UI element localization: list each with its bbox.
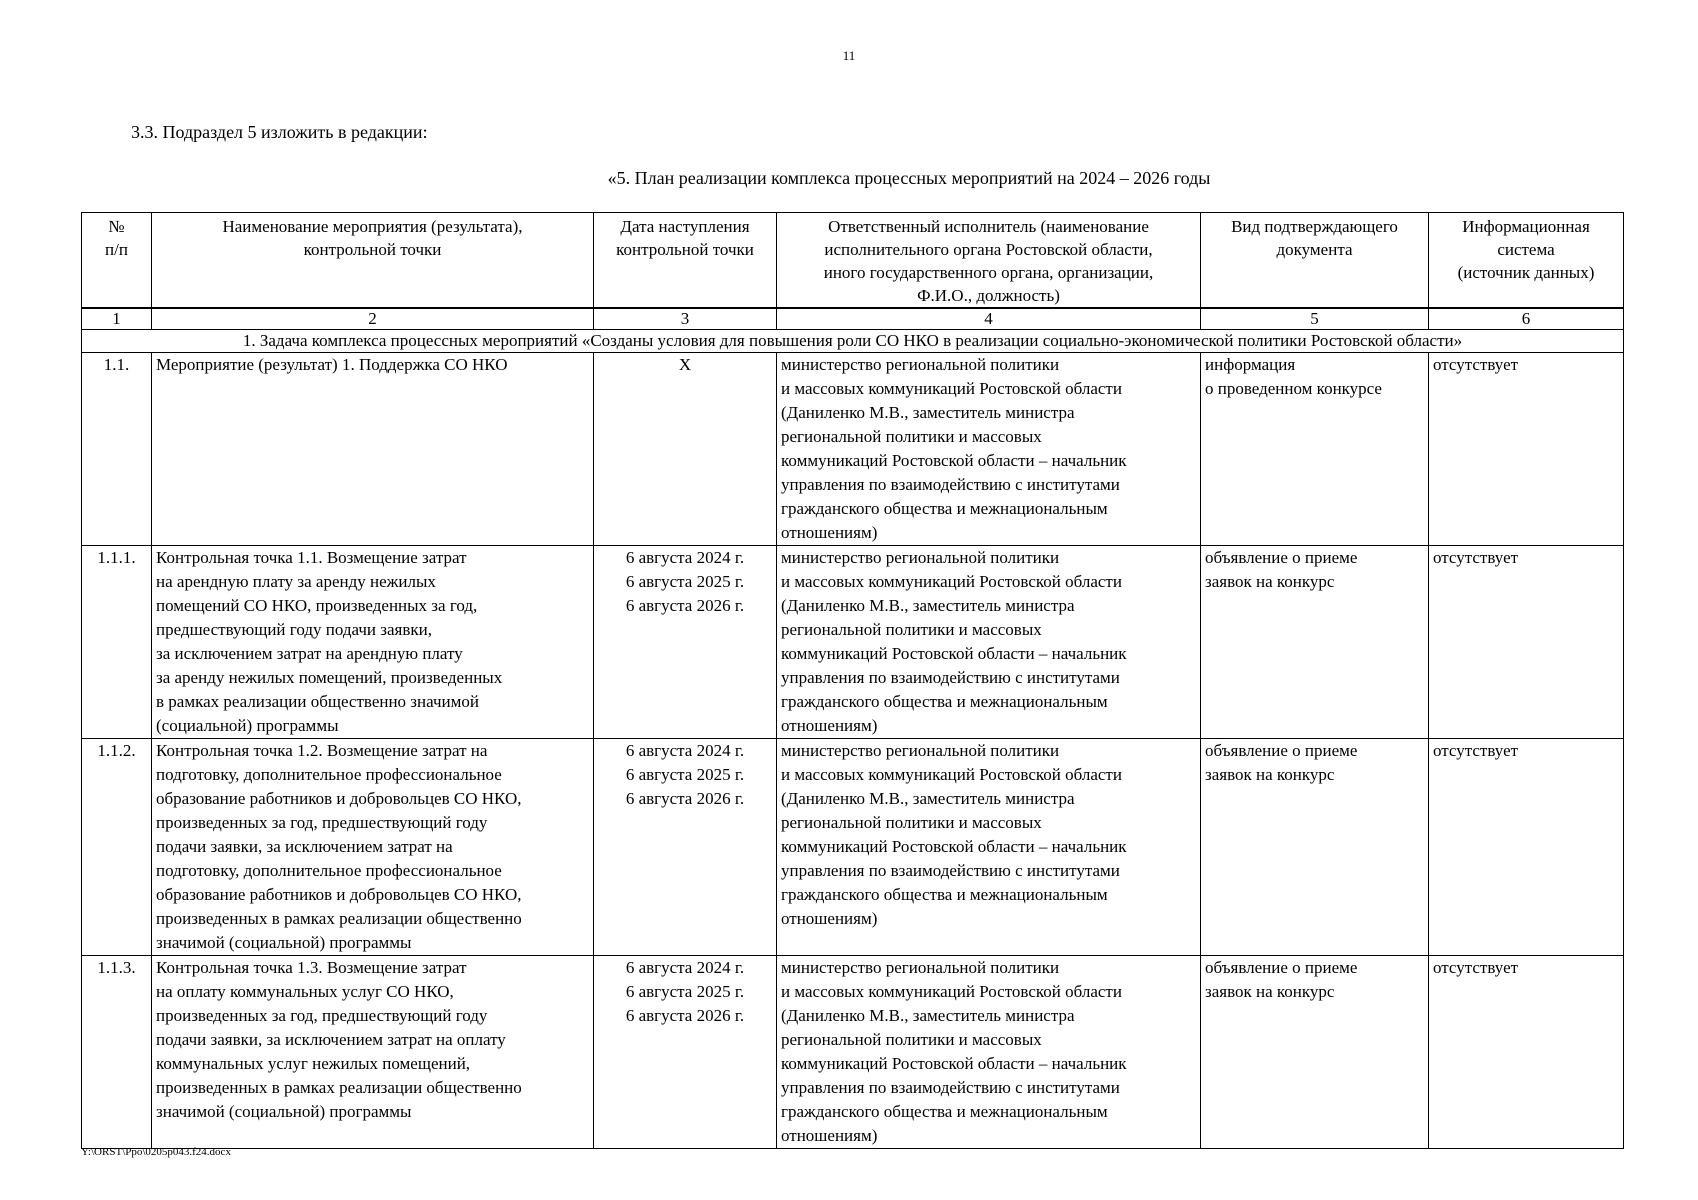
header-line: (источник данных) — [1457, 263, 1595, 282]
cell-line: информация — [1205, 355, 1296, 374]
table-row — [82, 739, 1624, 956]
cell-line: произведенных в рамках реализации общественно — [156, 1078, 522, 1097]
header-cell-system — [1429, 213, 1624, 309]
cell-line: в рамках реализации общественно значимой — [156, 692, 479, 711]
cell-line: (Даниленко М.В., заместитель министра — [781, 403, 1075, 422]
document-cell — [1201, 739, 1429, 956]
column-number: 2 — [152, 308, 594, 330]
header-line: Ф.И.О., должность) — [917, 286, 1060, 305]
activity-name-cell — [152, 353, 594, 546]
cell-line: 6 августа 2024 г. — [625, 548, 745, 567]
cell-line: 6 августа 2025 г. — [625, 765, 745, 784]
document-cell — [1201, 353, 1429, 546]
cell-line: объявление о приеме — [1205, 548, 1358, 567]
cell-line: коммуникаций Ростовской области – начальник — [781, 1054, 1127, 1073]
cell-line: за аренду нежилых помещений, произведенных — [156, 668, 503, 687]
cell-line: региональной политики и массовых — [781, 427, 1042, 446]
column-number-row — [82, 308, 1624, 330]
cell-line: управления по взаимодействию с институтами — [781, 861, 1120, 880]
header-line: Ответственный исполнитель (наименование — [828, 217, 1149, 236]
cell-line: произведенных за год, предшествующий году — [156, 1006, 488, 1025]
cell-line: региональной политики и массовых — [781, 1030, 1042, 1049]
row-number-cell: 1.1.2. — [82, 739, 152, 956]
header-line: Вид подтверждающего — [1231, 217, 1398, 236]
header-line: иного государственного органа, организации, — [823, 263, 1154, 282]
header-line: исполнительного органа Ростовской области, — [824, 240, 1153, 259]
cell-line: 6 августа 2025 г. — [625, 572, 745, 591]
cell-line: управления по взаимодействию с институтами — [781, 1078, 1120, 1097]
cell-line: 6 августа 2024 г. — [625, 958, 745, 977]
cell-line: министерство региональной политики — [781, 958, 1060, 977]
cell-line: и массовых коммуникаций Ростовской области — [781, 572, 1122, 591]
cell-line: отношениям) — [781, 1126, 878, 1145]
column-number: 6 — [1429, 308, 1624, 330]
cell-line: региональной политики и массовых — [781, 620, 1042, 639]
cell-line: 6 августа 2024 г. — [625, 741, 745, 760]
cell-line: 6 августа 2026 г. — [625, 789, 745, 808]
cell-line: Контрольная точка 1.2. Возмещение затрат на — [156, 741, 488, 760]
cell-line: заявок на конкурс — [1205, 765, 1335, 784]
cell-line: (Даниленко М.В., заместитель министра — [781, 596, 1075, 615]
header-cell-executor — [777, 213, 1201, 309]
task-row — [82, 330, 1624, 353]
cell-line: подготовку, дополнительное профессиональное — [156, 861, 502, 880]
cell-line: (социальной) программы — [156, 716, 339, 735]
executor-cell — [777, 546, 1201, 739]
cell-line: коммуникаций Ростовской области – начальник — [781, 451, 1127, 470]
cell-line: образование работников и добровольцев СО НКО, — [156, 885, 522, 904]
system-cell: отсутствует — [1429, 353, 1624, 546]
cell-line: региональной политики и массовых — [781, 813, 1042, 832]
cell-line: 6 августа 2026 г. — [625, 1006, 745, 1025]
cell-line: коммуникаций Ростовской области – начальник — [781, 644, 1127, 663]
cell-line: подачи заявки, за исключением затрат на оплату — [156, 1030, 506, 1049]
document-cell — [1201, 546, 1429, 739]
row-number-cell: 1.1.3. — [82, 956, 152, 1149]
header-cell-date — [594, 213, 777, 309]
column-number: 5 — [1201, 308, 1429, 330]
date-cell — [594, 546, 777, 739]
cell-line: значимой (социальной) программы — [156, 933, 412, 952]
date-cell — [594, 739, 777, 956]
date-cell — [594, 353, 777, 546]
executor-cell — [777, 956, 1201, 1149]
cell-line: объявление о приеме — [1205, 958, 1358, 977]
cell-line: и массовых коммуникаций Ростовской области — [781, 982, 1122, 1001]
cell-line: подачи заявки, за исключением затрат на — [156, 837, 453, 856]
cell-line: Х — [678, 355, 692, 374]
cell-line: гражданского общества и межнациональным — [781, 1102, 1108, 1121]
header-line: система — [1497, 240, 1555, 259]
cell-line: министерство региональной политики — [781, 741, 1060, 760]
header-line: документа — [1276, 240, 1353, 259]
cell-line: гражданского общества и межнациональным — [781, 885, 1108, 904]
column-number: 4 — [777, 308, 1201, 330]
plan-title: «5. План реализации комплекса процессных мероприятий на 2024 – 2026 годы — [607, 168, 1211, 188]
header-line: п/п — [105, 240, 128, 259]
cell-line: подготовку, дополнительное профессиональное — [156, 765, 502, 784]
cell-line: (Даниленко М.В., заместитель министра — [781, 1006, 1075, 1025]
date-cell — [594, 956, 777, 1149]
cell-line: управления по взаимодействию с институтами — [781, 668, 1120, 687]
cell-line: отношениям) — [781, 523, 878, 542]
cell-line: на арендную плату за аренду нежилых — [156, 572, 436, 591]
system-cell: отсутствует — [1429, 956, 1624, 1149]
cell-line: Контрольная точка 1.1. Возмещение затрат — [156, 548, 467, 567]
file-path: Y:\ORST\Ppo\0205p043.f24.docx — [81, 1146, 231, 1158]
cell-line: (Даниленко М.В., заместитель министра — [781, 789, 1075, 808]
table-row — [82, 353, 1624, 546]
cell-line: значимой (социальной) программы — [156, 1102, 412, 1121]
cell-line: заявок на конкурс — [1205, 982, 1335, 1001]
document-cell — [1201, 956, 1429, 1149]
cell-line: коммуникаций Ростовской области – начальник — [781, 837, 1127, 856]
cell-line: предшествующий году подачи заявки, — [156, 620, 432, 639]
column-number: 1 — [82, 308, 152, 330]
activity-name-cell — [152, 739, 594, 956]
task-cell: 1. Задача комплекса процессных мероприятий «Созданы условия для повышения роли СО НКО в реализации социально-экономической политики Ростовской области» — [82, 330, 1624, 353]
cell-line: объявление о приеме — [1205, 741, 1358, 760]
column-number: 3 — [594, 308, 777, 330]
header-line: № — [108, 217, 125, 236]
page-number: 11 — [842, 48, 856, 63]
header-line: Наименование мероприятия (результата), — [222, 217, 523, 236]
system-cell: отсутствует — [1429, 739, 1624, 956]
header-line: Дата наступления — [620, 217, 750, 236]
cell-line: гражданского общества и межнациональным — [781, 499, 1108, 518]
cell-line: помещений СО НКО, произведенных за год, — [156, 596, 478, 615]
activity-name-cell — [152, 956, 594, 1149]
cell-line: министерство региональной политики — [781, 548, 1060, 567]
cell-line: 6 августа 2025 г. — [625, 982, 745, 1001]
row-number-cell: 1.1. — [82, 353, 152, 546]
header-cell-name — [152, 213, 594, 309]
cell-line: отношениям) — [781, 909, 878, 928]
cell-line: гражданского общества и межнациональным — [781, 692, 1108, 711]
system-cell: отсутствует — [1429, 546, 1624, 739]
cell-line: управления по взаимодействию с институтами — [781, 475, 1120, 494]
header-cell-document — [1201, 213, 1429, 309]
cell-line: коммунальных услуг нежилых помещений, — [156, 1054, 471, 1073]
header-line: контрольной точки — [303, 240, 442, 259]
activity-name-cell — [152, 546, 594, 739]
table-row — [82, 546, 1624, 739]
header-cell-number — [82, 213, 152, 309]
cell-line: образование работников и добровольцев СО НКО, — [156, 789, 522, 808]
plan-table — [81, 212, 1624, 1149]
executor-cell — [777, 353, 1201, 546]
row-number-cell: 1.1.1. — [82, 546, 152, 739]
header-row — [82, 213, 1624, 309]
header-line: Информационная — [1462, 217, 1590, 236]
table-row — [82, 956, 1624, 1149]
executor-cell — [777, 739, 1201, 956]
header-line: контрольной точки — [616, 240, 754, 259]
cell-line: Контрольная точка 1.3. Возмещение затрат — [156, 958, 467, 977]
cell-line: заявок на конкурс — [1205, 572, 1335, 591]
cell-line: произведенных в рамках реализации общественно — [156, 909, 522, 928]
cell-line: отношениям) — [781, 716, 878, 735]
cell-line: о проведенном конкурсе — [1205, 379, 1382, 398]
cell-line: и массовых коммуникаций Ростовской области — [781, 379, 1122, 398]
intro-text: 3.3. Подраздел 5 изложить в редакции: — [131, 122, 428, 142]
cell-line: и массовых коммуникаций Ростовской области — [781, 765, 1122, 784]
cell-line: 6 августа 2026 г. — [625, 596, 745, 615]
cell-line: на оплату коммунальных услуг СО НКО, — [156, 982, 454, 1001]
cell-line: Мероприятие (результат) 1. Поддержка СО НКО — [156, 355, 508, 374]
cell-line: министерство региональной политики — [781, 355, 1060, 374]
cell-line: за исключением затрат на арендную плату — [156, 644, 463, 663]
cell-line: произведенных за год, предшествующий году — [156, 813, 488, 832]
